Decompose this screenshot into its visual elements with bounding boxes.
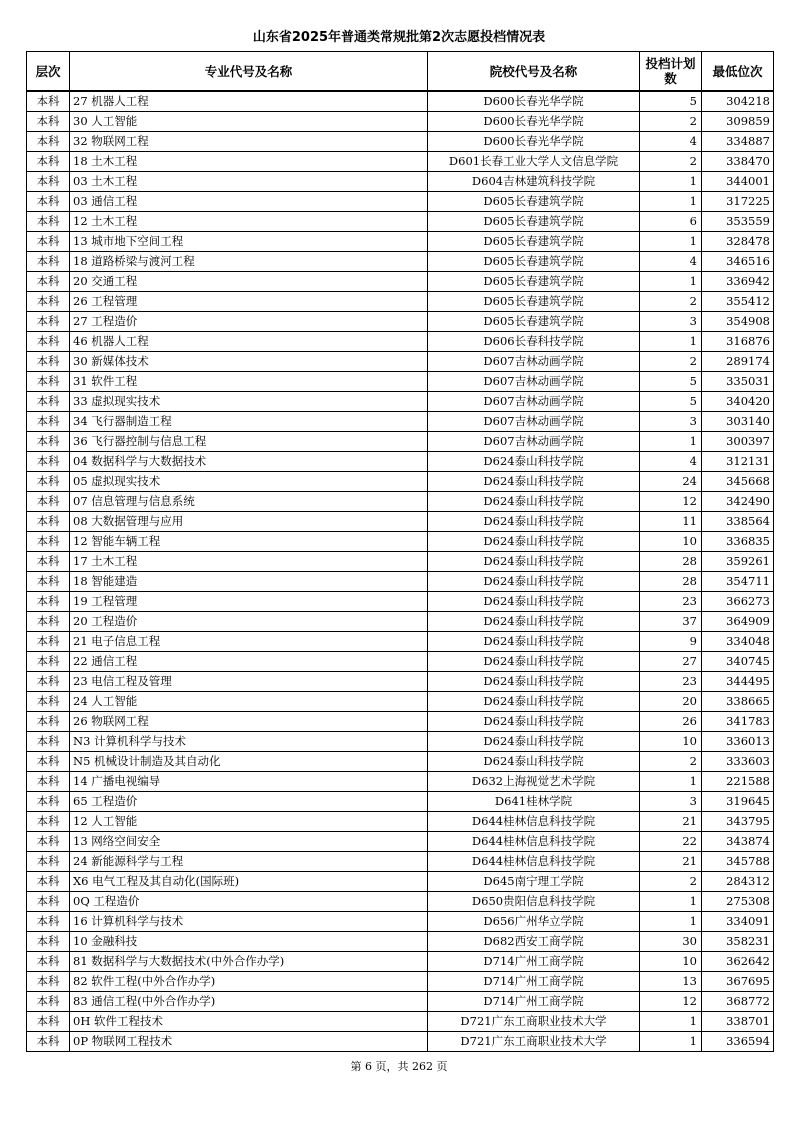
cell-institution: D624泰山科技学院 (428, 592, 640, 612)
cell-level: 本科 (27, 652, 70, 672)
cell-min-rank: 319645 (702, 792, 774, 812)
table-body (27, 91, 774, 1052)
cell-plan-count: 21 (640, 852, 702, 872)
cell-plan-count: 28 (640, 552, 702, 572)
cell-major: 65 工程造价 (70, 792, 428, 812)
cell-level: 本科 (27, 332, 70, 352)
cell-institution: D644桂林信息科技学院 (428, 852, 640, 872)
cell-major: 08 大数据管理与应用 (70, 512, 428, 532)
cell-min-rank: 338470 (702, 152, 774, 172)
cell-institution: D607吉林动画学院 (428, 372, 640, 392)
cell-institution: D601长春工业大学人文信息学院 (428, 152, 640, 172)
cell-min-rank: 309859 (702, 112, 774, 132)
table-row (27, 1012, 774, 1032)
cell-min-rank: 362642 (702, 952, 774, 972)
table-row (27, 412, 774, 432)
cell-level: 本科 (27, 932, 70, 952)
cell-level: 本科 (27, 632, 70, 652)
cell-plan-count: 6 (640, 212, 702, 232)
cell-institution: D632上海视觉艺术学院 (428, 772, 640, 792)
cell-plan-count: 20 (640, 692, 702, 712)
table-row (27, 772, 774, 792)
cell-min-rank: 328478 (702, 232, 774, 252)
cell-plan-count: 23 (640, 672, 702, 692)
cell-major: 07 信息管理与信息系统 (70, 492, 428, 512)
cell-major: 16 计算机科学与技术 (70, 912, 428, 932)
cell-level: 本科 (27, 692, 70, 712)
cell-level: 本科 (27, 912, 70, 932)
cell-major: 18 智能建造 (70, 572, 428, 592)
table-row (27, 132, 774, 152)
cell-level: 本科 (27, 752, 70, 772)
cell-min-rank: 334887 (702, 132, 774, 152)
cell-plan-count: 2 (640, 352, 702, 372)
cell-min-rank: 333603 (702, 752, 774, 772)
cell-min-rank: 343874 (702, 832, 774, 852)
cell-institution: D624泰山科技学院 (428, 712, 640, 732)
cell-level: 本科 (27, 552, 70, 572)
cell-plan-count: 5 (640, 372, 702, 392)
cell-major: 20 交通工程 (70, 272, 428, 292)
cell-institution: D605长春建筑学院 (428, 312, 640, 332)
cell-institution: D714广州工商学院 (428, 992, 640, 1012)
cell-institution: D624泰山科技学院 (428, 532, 640, 552)
table-row (27, 192, 774, 212)
cell-institution: D682西安工商学院 (428, 932, 640, 952)
cell-level: 本科 (27, 492, 70, 512)
cell-major: 12 土木工程 (70, 212, 428, 232)
cell-major: 17 土木工程 (70, 552, 428, 572)
cell-min-rank: 344001 (702, 172, 774, 192)
cell-level: 本科 (27, 312, 70, 332)
cell-min-rank: 368772 (702, 992, 774, 1012)
cell-level: 本科 (27, 872, 70, 892)
cell-institution: D624泰山科技学院 (428, 512, 640, 532)
table-row (27, 732, 774, 752)
cell-level: 本科 (27, 992, 70, 1012)
cell-plan-count: 3 (640, 312, 702, 332)
cell-level: 本科 (27, 112, 70, 132)
cell-min-rank: 353559 (702, 212, 774, 232)
table-row (27, 172, 774, 192)
table-row (27, 152, 774, 172)
cell-level: 本科 (27, 812, 70, 832)
cell-major: 12 人工智能 (70, 812, 428, 832)
cell-institution: D607吉林动画学院 (428, 392, 640, 412)
cell-plan-count: 11 (640, 512, 702, 532)
cell-institution: D721广东工商职业技术大学 (428, 1012, 640, 1032)
cell-level: 本科 (27, 412, 70, 432)
cell-min-rank: 312131 (702, 452, 774, 472)
cell-plan-count: 4 (640, 132, 702, 152)
cell-min-rank: 354711 (702, 572, 774, 592)
cell-major: N3 计算机科学与技术 (70, 732, 428, 752)
cell-min-rank: 338701 (702, 1012, 774, 1032)
table-row (27, 672, 774, 692)
cell-min-rank: 303140 (702, 412, 774, 432)
table-row (27, 652, 774, 672)
cell-min-rank: 367695 (702, 972, 774, 992)
cell-min-rank: 359261 (702, 552, 774, 572)
cell-major: 04 数据科学与大数据技术 (70, 452, 428, 472)
cell-major: 24 新能源科学与工程 (70, 852, 428, 872)
cell-institution: D624泰山科技学院 (428, 732, 640, 752)
cell-level: 本科 (27, 172, 70, 192)
cell-min-rank: 338665 (702, 692, 774, 712)
cell-institution: D624泰山科技学院 (428, 652, 640, 672)
cell-institution: D645南宁理工学院 (428, 872, 640, 892)
cell-institution: D605长春建筑学院 (428, 232, 640, 252)
table-row (27, 512, 774, 532)
cell-level: 本科 (27, 292, 70, 312)
cell-min-rank: 334048 (702, 632, 774, 652)
table-row (27, 712, 774, 732)
cell-major: 19 工程管理 (70, 592, 428, 612)
cell-plan-count: 2 (640, 872, 702, 892)
cell-major: 27 机器人工程 (70, 91, 428, 112)
cell-min-rank: 275308 (702, 892, 774, 912)
table-row (27, 612, 774, 632)
cell-level: 本科 (27, 272, 70, 292)
cell-min-rank: 336835 (702, 532, 774, 552)
table-row (27, 492, 774, 512)
cell-institution: D721广东工商职业技术大学 (428, 1032, 640, 1052)
cell-plan-count: 1 (640, 272, 702, 292)
cell-level: 本科 (27, 792, 70, 812)
cell-major: 10 金融科技 (70, 932, 428, 952)
table-row (27, 932, 774, 952)
cell-min-rank: 345668 (702, 472, 774, 492)
cell-level: 本科 (27, 232, 70, 252)
cell-major: 32 物联网工程 (70, 132, 428, 152)
cell-min-rank: 338564 (702, 512, 774, 532)
cell-plan-count: 2 (640, 152, 702, 172)
cell-plan-count: 5 (640, 91, 702, 112)
cell-institution: D600长春光华学院 (428, 112, 640, 132)
cell-level: 本科 (27, 1032, 70, 1052)
cell-institution: D605长春建筑学院 (428, 192, 640, 212)
cell-major: 22 通信工程 (70, 652, 428, 672)
cell-level: 本科 (27, 392, 70, 412)
cell-major: 26 工程管理 (70, 292, 428, 312)
table-row (27, 532, 774, 552)
cell-plan-count: 1 (640, 892, 702, 912)
table-row (27, 232, 774, 252)
cell-min-rank: 346516 (702, 252, 774, 272)
cell-min-rank: 300397 (702, 432, 774, 452)
cell-level: 本科 (27, 852, 70, 872)
cell-level: 本科 (27, 432, 70, 452)
cell-level: 本科 (27, 452, 70, 472)
table-row (27, 552, 774, 572)
cell-plan-count: 1 (640, 432, 702, 452)
cell-institution: D624泰山科技学院 (428, 492, 640, 512)
cell-major: 36 飞行器控制与信息工程 (70, 432, 428, 452)
cell-plan-count: 28 (640, 572, 702, 592)
cell-plan-count: 1 (640, 1032, 702, 1052)
cell-institution: D624泰山科技学院 (428, 752, 640, 772)
cell-plan-count: 23 (640, 592, 702, 612)
cell-major: X6 电气工程及其自动化(国际班) (70, 872, 428, 892)
cell-level: 本科 (27, 712, 70, 732)
cell-institution: D624泰山科技学院 (428, 552, 640, 572)
table-row (27, 352, 774, 372)
cell-level: 本科 (27, 672, 70, 692)
cell-institution: D600长春光华学院 (428, 132, 640, 152)
cell-plan-count: 1 (640, 772, 702, 792)
cell-min-rank: 354908 (702, 312, 774, 332)
cell-plan-count: 10 (640, 732, 702, 752)
cell-institution: D644桂林信息科技学院 (428, 812, 640, 832)
cell-institution: D624泰山科技学院 (428, 612, 640, 632)
cell-level: 本科 (27, 772, 70, 792)
cell-min-rank: 316876 (702, 332, 774, 352)
cell-plan-count: 12 (640, 992, 702, 1012)
cell-plan-count: 1 (640, 1012, 702, 1032)
cell-major: 27 工程造价 (70, 312, 428, 332)
cell-major: 26 物联网工程 (70, 712, 428, 732)
cell-institution: D644桂林信息科技学院 (428, 832, 640, 852)
cell-min-rank: 289174 (702, 352, 774, 372)
cell-plan-count: 1 (640, 232, 702, 252)
cell-institution: D714广州工商学院 (428, 952, 640, 972)
cell-level: 本科 (27, 372, 70, 392)
cell-institution: D656广州华立学院 (428, 912, 640, 932)
cell-institution: D607吉林动画学院 (428, 432, 640, 452)
cell-plan-count: 24 (640, 472, 702, 492)
cell-min-rank: 341783 (702, 712, 774, 732)
cell-institution: D606长春科技学院 (428, 332, 640, 352)
header-major: 专业代号及名称 (70, 52, 428, 92)
cell-institution: D624泰山科技学院 (428, 452, 640, 472)
table-row (27, 212, 774, 232)
table-row (27, 252, 774, 272)
cell-institution: D607吉林动画学院 (428, 352, 640, 372)
cell-major: 30 人工智能 (70, 112, 428, 132)
cell-major: 14 广播电视编导 (70, 772, 428, 792)
page-title: 山东省2025年普通类常规批第2次志愿投档情况表 (252, 30, 546, 45)
cell-level: 本科 (27, 91, 70, 112)
cell-min-rank: 344495 (702, 672, 774, 692)
cell-plan-count: 22 (640, 832, 702, 852)
cell-major: 82 软件工程(中外合作办学) (70, 972, 428, 992)
cell-institution: D624泰山科技学院 (428, 632, 640, 652)
cell-major: 12 智能车辆工程 (70, 532, 428, 552)
cell-major: 24 人工智能 (70, 692, 428, 712)
cell-institution: D624泰山科技学院 (428, 692, 640, 712)
cell-min-rank: 358231 (702, 932, 774, 952)
cell-plan-count: 9 (640, 632, 702, 652)
table-row (27, 392, 774, 412)
cell-institution: D641桂林学院 (428, 792, 640, 812)
cell-major: 20 工程造价 (70, 612, 428, 632)
cell-plan-count: 1 (640, 192, 702, 212)
table-row (27, 432, 774, 452)
cell-major: 34 飞行器制造工程 (70, 412, 428, 432)
cell-level: 本科 (27, 832, 70, 852)
table-row (27, 332, 774, 352)
cell-major: 18 道路桥梁与渡河工程 (70, 252, 428, 272)
table-row (27, 912, 774, 932)
table-row (27, 372, 774, 392)
cell-plan-count: 21 (640, 812, 702, 832)
cell-major: 0H 软件工程技术 (70, 1012, 428, 1032)
cell-min-rank: 342490 (702, 492, 774, 512)
cell-plan-count: 1 (640, 172, 702, 192)
cell-major: 81 数据科学与大数据技术(中外合作办学) (70, 952, 428, 972)
cell-major: 18 土木工程 (70, 152, 428, 172)
table-header-row (27, 52, 774, 92)
table-row (27, 91, 774, 112)
table-row (27, 572, 774, 592)
cell-major: 13 城市地下空间工程 (70, 232, 428, 252)
cell-plan-count: 5 (640, 392, 702, 412)
cell-level: 本科 (27, 592, 70, 612)
cell-plan-count: 2 (640, 112, 702, 132)
cell-level: 本科 (27, 612, 70, 632)
cell-level: 本科 (27, 352, 70, 372)
cell-plan-count: 1 (640, 332, 702, 352)
cell-plan-count: 2 (640, 292, 702, 312)
header-institution: 院校代号及名称 (428, 52, 640, 92)
table-row (27, 972, 774, 992)
table-row (27, 692, 774, 712)
cell-min-rank: 335031 (702, 372, 774, 392)
cell-level: 本科 (27, 952, 70, 972)
table-row (27, 472, 774, 492)
cell-major: N5 机械设计制造及其自动化 (70, 752, 428, 772)
cell-min-rank: 364909 (702, 612, 774, 632)
cell-level: 本科 (27, 892, 70, 912)
cell-major: 31 软件工程 (70, 372, 428, 392)
cell-major: 0P 物联网工程技术 (70, 1032, 428, 1052)
cell-min-rank: 366273 (702, 592, 774, 612)
cell-institution: D624泰山科技学院 (428, 672, 640, 692)
cell-major: 23 电信工程及管理 (70, 672, 428, 692)
table-row (27, 792, 774, 812)
cell-institution: D605长春建筑学院 (428, 252, 640, 272)
cell-min-rank: 304218 (702, 91, 774, 112)
cell-plan-count: 37 (640, 612, 702, 632)
cell-level: 本科 (27, 132, 70, 152)
table-row (27, 892, 774, 912)
table-row (27, 112, 774, 132)
cell-major: 46 机器人工程 (70, 332, 428, 352)
cell-level: 本科 (27, 1012, 70, 1032)
admission-table (26, 51, 774, 1052)
cell-level: 本科 (27, 512, 70, 532)
cell-plan-count: 10 (640, 952, 702, 972)
cell-major: 30 新媒体技术 (70, 352, 428, 372)
header-plan-count: 投档计划数 (640, 52, 702, 92)
cell-level: 本科 (27, 252, 70, 272)
table-row (27, 452, 774, 472)
cell-min-rank: 340420 (702, 392, 774, 412)
cell-plan-count: 30 (640, 932, 702, 952)
cell-major: 13 网络空间安全 (70, 832, 428, 852)
cell-plan-count: 26 (640, 712, 702, 732)
cell-min-rank: 343795 (702, 812, 774, 832)
cell-institution: D600长春光华学院 (428, 91, 640, 112)
cell-major: 83 通信工程(中外合作办学) (70, 992, 428, 1012)
cell-major: 33 虚拟现实技术 (70, 392, 428, 412)
cell-min-rank: 345788 (702, 852, 774, 872)
cell-level: 本科 (27, 532, 70, 552)
cell-plan-count: 4 (640, 252, 702, 272)
cell-min-rank: 336013 (702, 732, 774, 752)
cell-major: 21 电子信息工程 (70, 632, 428, 652)
cell-level: 本科 (27, 152, 70, 172)
table-row (27, 992, 774, 1012)
cell-min-rank: 317225 (702, 192, 774, 212)
cell-major: 05 虚拟现实技术 (70, 472, 428, 492)
cell-level: 本科 (27, 572, 70, 592)
cell-level: 本科 (27, 732, 70, 752)
header-level: 层次 (27, 52, 70, 92)
cell-institution: D605长春建筑学院 (428, 292, 640, 312)
table-row (27, 272, 774, 292)
cell-institution: D650贵阳信息科技学院 (428, 892, 640, 912)
cell-plan-count: 3 (640, 792, 702, 812)
cell-min-rank: 336594 (702, 1032, 774, 1052)
cell-plan-count: 1 (640, 912, 702, 932)
cell-min-rank: 340745 (702, 652, 774, 672)
cell-plan-count: 27 (640, 652, 702, 672)
cell-level: 本科 (27, 192, 70, 212)
cell-min-rank: 221588 (702, 772, 774, 792)
cell-plan-count: 2 (640, 752, 702, 772)
cell-level: 本科 (27, 972, 70, 992)
cell-institution: D624泰山科技学院 (428, 572, 640, 592)
cell-plan-count: 10 (640, 532, 702, 552)
cell-institution: D714广州工商学院 (428, 972, 640, 992)
table-row (27, 832, 774, 852)
cell-institution: D624泰山科技学院 (428, 472, 640, 492)
cell-plan-count: 12 (640, 492, 702, 512)
cell-min-rank: 336942 (702, 272, 774, 292)
table-row (27, 592, 774, 612)
cell-major: 03 土木工程 (70, 172, 428, 192)
table-row (27, 292, 774, 312)
cell-institution: D604吉林建筑科技学院 (428, 172, 640, 192)
cell-min-rank: 355412 (702, 292, 774, 312)
cell-institution: D605长春建筑学院 (428, 272, 640, 292)
table-row (27, 812, 774, 832)
table-row (27, 632, 774, 652)
cell-major: 0Q 工程造价 (70, 892, 428, 912)
cell-min-rank: 284312 (702, 872, 774, 892)
table-row (27, 852, 774, 872)
header-min-rank: 最低位次 (702, 52, 774, 92)
cell-major: 03 通信工程 (70, 192, 428, 212)
table-row (27, 952, 774, 972)
cell-min-rank: 334091 (702, 912, 774, 932)
cell-plan-count: 4 (640, 452, 702, 472)
cell-institution: D607吉林动画学院 (428, 412, 640, 432)
cell-plan-count: 13 (640, 972, 702, 992)
table-row (27, 312, 774, 332)
cell-level: 本科 (27, 212, 70, 232)
cell-institution: D605长春建筑学院 (428, 212, 640, 232)
cell-plan-count: 3 (640, 412, 702, 432)
table-row (27, 872, 774, 892)
cell-level: 本科 (27, 472, 70, 492)
table-row (27, 752, 774, 772)
table-row (27, 1032, 774, 1052)
page-footer: 第 6 页，共 262 页 (350, 1060, 448, 1073)
